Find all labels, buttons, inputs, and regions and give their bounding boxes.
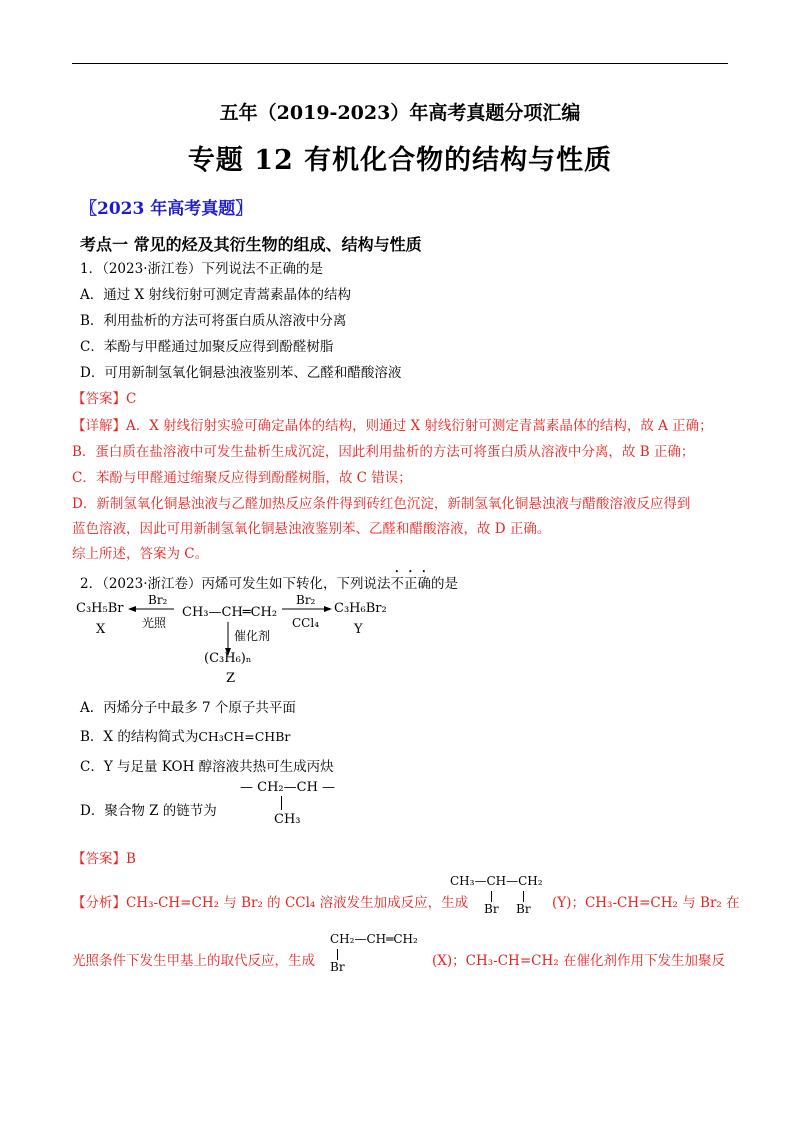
- detail-text: A．X 射线衍射实验可确定晶体的结构，则通过 X 射线衍射可测定青蒿素晶体的结构，故 A 正确；: [126, 418, 713, 434]
- propene-formula: CH₃—CH═CH₂: [182, 605, 278, 620]
- page-subtitle: 专题 12 有机化合物的结构与性质: [187, 145, 613, 176]
- q2-option-b-formula: CH₃CH=CHBr: [198, 729, 291, 744]
- q2-analysis-line1-end: (Y)；CH₃-CH=CH₂ 与 Br₂ 在: [552, 895, 740, 911]
- y-structure-br2: Br: [516, 902, 531, 916]
- reaction-scheme: [70, 590, 430, 690]
- q1-option-b: B．利用盐析的方法可将蛋白质从溶液中分离: [80, 313, 347, 329]
- q2-analysis-line2-end: (X)；CH₃-CH=CH₂ 在催化剂作用下发生加聚反: [432, 953, 725, 969]
- analysis-tag: 【分析】: [72, 895, 126, 911]
- q1-answer: [72, 387, 136, 407]
- detail-tag: 【详解】: [72, 418, 126, 434]
- q2-analysis-line1: [72, 891, 468, 911]
- q2-option-c: C．Y 与足量 KOH 醇溶液共热可生成丙炔: [80, 759, 334, 775]
- z-label: Z: [226, 671, 236, 686]
- z-branch-ch3: CH₃: [274, 812, 301, 827]
- q1-detail-d2: 蓝色溶液，因此可用新制氢氧化铜悬浊液鉴别苯、乙醛和醋酸溶液，故 D 正确。: [72, 521, 551, 537]
- q1-summary: 综上所述，答案为 C。: [72, 546, 209, 562]
- q2-stem: [80, 568, 458, 592]
- q2-option-a: A．丙烯分子中最多 7 个原子共平面: [80, 700, 296, 716]
- q2-stem-post: 的是: [431, 576, 458, 592]
- y-bond-2: [523, 891, 524, 902]
- ccl4-condition: CCl₄: [292, 616, 320, 630]
- arrow-left-head: [128, 606, 136, 612]
- q2-option-b: [80, 725, 290, 745]
- br2-right: Br₂: [296, 593, 316, 607]
- q1-option-d: D．可用新制氢氧化铜悬浊液鉴别苯、乙醛和醋酸溶液: [80, 365, 402, 381]
- arrow-right-head: [324, 606, 332, 612]
- q2-option-b-text: B．X 的结构简式为: [80, 729, 199, 745]
- answer-value: B: [126, 851, 136, 867]
- q2-answer: [72, 847, 136, 867]
- q1-detail-a: [72, 414, 713, 434]
- q2-stem-pre: 2．（2023·浙江卷）丙烯可发生如下转化，下列说法: [80, 576, 391, 592]
- x-label: X: [96, 622, 106, 637]
- answer-value: C: [126, 391, 137, 407]
- top-rule: [72, 63, 728, 64]
- q1-detail-c: C．苯酚与甲醛通过缩聚反应得到酚醛树脂，故 C 错误；: [72, 470, 412, 486]
- q2-option-d: D．聚合物 Z 的链节为: [80, 803, 217, 819]
- topic-heading: 考点一 常见的烃及其衍生物的组成、结构与性质: [80, 235, 422, 254]
- x-formula: C₃H₅Br: [76, 601, 124, 616]
- light-condition: 光照: [142, 616, 167, 630]
- y-label: Y: [354, 622, 363, 637]
- z-branch-bond: [281, 796, 282, 810]
- analysis-text: CH₃-CH=CH₂ 与 Br₂ 的 CCl₄ 溶液发生加成反应，生成: [126, 895, 469, 911]
- y-formula: C₃H₆Br₂: [334, 601, 387, 616]
- y-structure-br1: Br: [484, 902, 499, 916]
- section-label: 〖2023 年高考真题〗: [80, 199, 253, 219]
- q1-option-c: C．苯酚与甲醛通过加聚反应得到酚醛树脂: [80, 339, 334, 355]
- z-chain-unit: — CH₂—CH —: [240, 780, 336, 795]
- br2-left: Br₂: [148, 593, 168, 607]
- catalyst-condition: 催化剂: [234, 629, 271, 643]
- q1-option-a: A．通过 X 射线衍射可测定青蒿素晶体的结构: [80, 287, 351, 303]
- q1-detail-d1: D．新制氢氧化铜悬浊液与乙醛加热反应条件得到砖红色沉淀，新制氢氧化铜悬浊液与醋酸溶液反应得到: [72, 496, 691, 512]
- page-title: 五年（2019-2023）年高考真题分项汇编: [219, 102, 581, 124]
- q1-detail-b: B．蛋白质在盐溶液中可发生盐析生成沉淀，因此利用盐析的方法可将蛋白质从溶液中分离，故 B 正确；: [72, 444, 695, 460]
- x-structure-br: Br: [330, 960, 345, 974]
- x-bond: [337, 949, 338, 960]
- y-structure-main: CH₃—CH—CH₂: [450, 874, 543, 888]
- q2-stem-emphasis: 不正确: [390, 576, 431, 592]
- z-formula: (C₃H₆)ₙ: [204, 651, 252, 666]
- y-bond-1: [491, 891, 492, 902]
- x-structure-main: CH₂—CH═CH₂: [330, 932, 418, 946]
- q2-analysis-line2: 光照条件下发生甲基上的取代反应，生成: [72, 953, 315, 969]
- answer-tag: 【答案】: [72, 851, 126, 867]
- answer-tag: 【答案】: [72, 391, 126, 407]
- q1-stem: 1．（2023·浙江卷）下列说法不正确的是: [80, 261, 323, 277]
